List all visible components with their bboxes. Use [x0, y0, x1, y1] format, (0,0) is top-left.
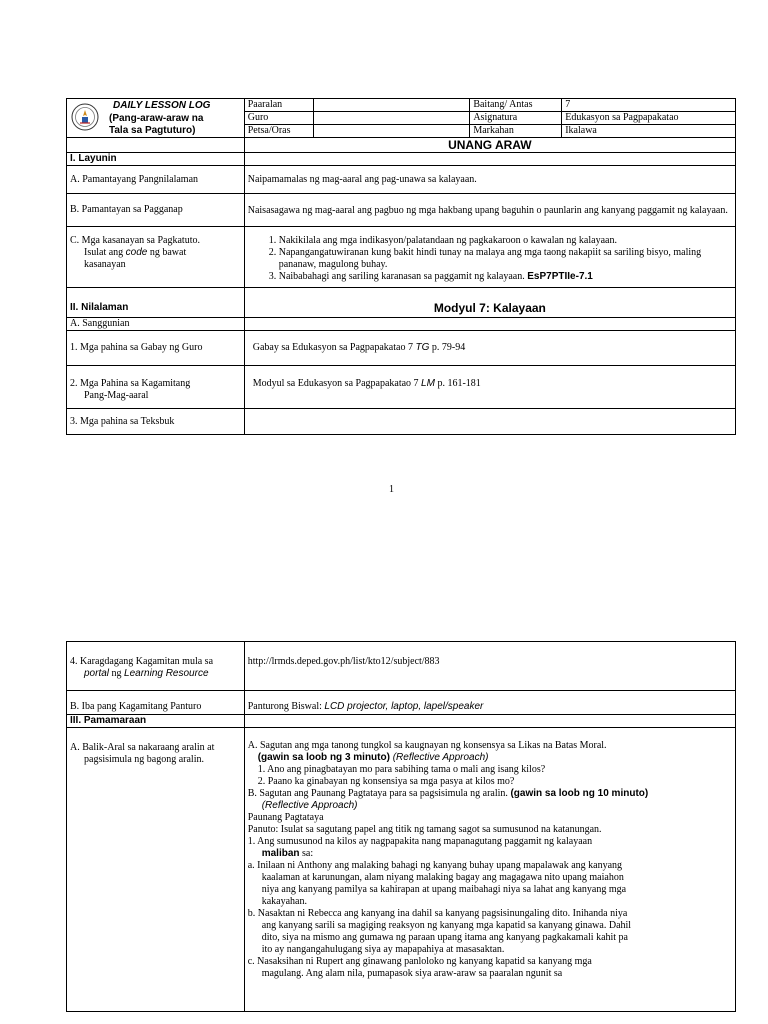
- proc-a-content: A. Sagutan ang mga tanong tungkol sa kaugnayan ng konsensya sa Likas na Batas Moral. (gawin sa loob ng 3 minuto) (Reflective Approach) 1. Ano ang pinagbatayan mo para sabihing tama o mali ang isang kilos? 2. Paano ka ginabayan ng konsensiya sa mga pasya at kilos mo? B. Sagutan ang Paunang Pagtataya para sa pagsisimula ng aralin. (gawin sa loob ng 10 minuto) (Reflective Approach) Paunang Pagtataya Panuto: Isulat sa sagutang papel ang titik ng tamang sagot sa sumusunod na katanungan. 1. Ang sumusunod na kilos ay nagpapakita nang mapanagutang paggamit ng kalayaan maliban sa: a. Inilaan ni Anthony ang malaking bahagi ng kanyang buhay upang mapalawak ang kanyang kaalaman at karunungan, alam niyang malaking bagay ang magagawa nito upang maiahon niya ang kanyang pamilya sa kahirapan at upang maibahagi niya sa lahat ang kanyang mga kakayahan. b. Nasaktan ni Rebecca ang kanyang ina dahil sa kanyang pagsisinungaling dito. Inihanda niya ang kanyang sarili sa magiging reaksyon ng kanyang mga kapatid sa kanyang ginawa. Dahil dito, siya na mismo ang gumawa ng paraan upang itama ang kanyang pagkakamali kahit pa ito ay nangangahulugang siya ay mapapahiya at masasaktan. c. Nasaksihan ni Rupert ang ginawang panloloko ng kanyang kapatid sa kanyang mga magulang. Ang alam nila, pumapasok siya araw-araw sa paaralan ngunit sa: [244, 728, 735, 1012]
- choice-a: a. Inilaan ni Anthony ang malaking bahagi ng kanyang buhay upang mapalawak ang kanyang kaalaman at karunungan, alam niyang malaking bagay ang magagawa nito upang maiahon niya ang kanyang pamilya sa kahirapan at upang maibahagi niya sa lahat ang kanyang mga kakayahan.: [247, 860, 627, 907]
- value-asignatura: Edukasyon sa Pagpapakatao: [562, 112, 736, 125]
- lesson-log-table-page1: [66, 98, 736, 435]
- proc-a-label: A. Balik-Aral sa nakaraang aralin at pagsisimula ng bagong aralin.: [67, 728, 245, 1012]
- sanggunian-label: A. Sanggunian: [67, 318, 245, 331]
- ref3-label: 3. Mga pahina sa Teksbuk: [67, 409, 245, 435]
- label-baitang: Baitang/ Antas: [470, 99, 562, 112]
- ref2-label: 2. Mga Pahina sa Kagamitang Pang-Mag-aaral: [67, 366, 245, 409]
- deped-seal-icon: [71, 103, 99, 131]
- lesson-log-table-page2: [66, 641, 736, 1012]
- skill-item: 2. Napangangatuwiranan kung bakit hindi tunay na malaya ang mga taong nakapiit sa sariling bisyo, maling pananaw, magulong buhay.: [279, 247, 732, 271]
- label-paaralan: Paaralan: [244, 99, 313, 112]
- section-layunin: I. Layunin: [67, 153, 245, 166]
- header-title-line2: (Pang-araw-araw na: [109, 113, 204, 124]
- choice-b: b. Nasaktan ni Rebecca ang kanyang ina dahil sa kanyang pagsisinungaling dito. Inihanda niya ang kanyang sarili sa magiging reaksyon ng kanyang mga kapatid sa kanyang ginawa. Dahil dito, siya na mismo ang gumawa ng paraan upang itama ang kanyang pagkakamali kahit pa ito ay nangangahulugang siya ay mapapahiya at masasaktan.: [247, 908, 632, 955]
- row-c-skills: [244, 227, 735, 288]
- ref1-value: Gabay sa Edukasyon sa Pagpapakatao 7 TG p. 79-94: [244, 331, 735, 366]
- day-title: UNANG ARAW: [244, 138, 735, 153]
- skill-code: EsP7PTIIe-7.1: [527, 271, 593, 282]
- label-asignatura: Asignatura: [470, 112, 562, 125]
- header-title-line1: DAILY LESSON LOG: [113, 100, 211, 111]
- ref4-value: http://lrmds.deped.gov.ph/list/kto12/subject/883: [244, 642, 735, 691]
- section-nilalaman: II. Nilalaman: [67, 288, 245, 318]
- ref2-value: Modyul sa Edukasyon sa Pagpapakatao 7 LM p. 161-181: [244, 366, 735, 409]
- label-guro: Guro: [244, 112, 313, 125]
- choice-c: c. Nasaksihan ni Rupert ang ginawang panloloko ng kanyang kapatid sa kanyang mga magulang. Ang alam nila, pumapasok siya araw-araw sa paaralan ngunit sa: [247, 956, 592, 979]
- ref-b-label: B. Iba pang Kagamitang Panturo: [67, 691, 245, 715]
- ref4-label: 4. Karagdagang Kagamitan mula sa portal ng Learning Resource: [67, 642, 245, 691]
- skill-item: 3. Naibabahagi ang sariling karanasan sa paggamit ng kalayaan. EsP7PTIIe-7.1: [279, 271, 732, 283]
- header-title-cell: [67, 99, 245, 138]
- module-title: Modyul 7: Kalayaan: [244, 288, 735, 318]
- value-petsa: [313, 125, 470, 138]
- value-paaralan: [313, 99, 470, 112]
- label-markahan: Markahan: [470, 125, 562, 138]
- row-c-label: C. Mga kasanayan sa Pagkatuto. Isulat ang code ng bawat kasanayan: [67, 227, 245, 288]
- row-b-value: Naisasagawa ng mag-aaral ang pagbuo ng mga hakbang upang baguhin o paunlarin ang kanyang paggamit ng kalayaan.: [244, 194, 735, 227]
- value-guro: [313, 112, 470, 125]
- ref-b-value: Panturong Biswal: LCD projector, laptop, lapel/speaker: [244, 691, 735, 715]
- page-number: 1: [389, 484, 394, 495]
- row-b-label: B. Pamantayan sa Pagganap: [67, 194, 245, 227]
- label-petsa: Petsa/Oras: [244, 125, 313, 138]
- ref3-value: [244, 409, 735, 435]
- row-a-label: A. Pamantayang Pangnilalaman: [67, 166, 245, 194]
- skill-item: 1. Nakikilala ang mga indikasyon/palatandaan ng pagkakaroon o kawalan ng kalayaan.: [279, 235, 732, 247]
- section-pamamaraan: III. Pamamaraan: [67, 715, 245, 728]
- value-markahan: Ikalawa: [562, 125, 736, 138]
- value-baitang: 7: [562, 99, 736, 112]
- header-title-line3: Tala sa Pagtuturo): [109, 125, 196, 136]
- ref1-label: 1. Mga pahina sa Gabay ng Guro: [67, 331, 245, 366]
- row-a-value: Naipamamalas ng mag-aaral ang pag-unawa sa kalayaan.: [244, 166, 735, 194]
